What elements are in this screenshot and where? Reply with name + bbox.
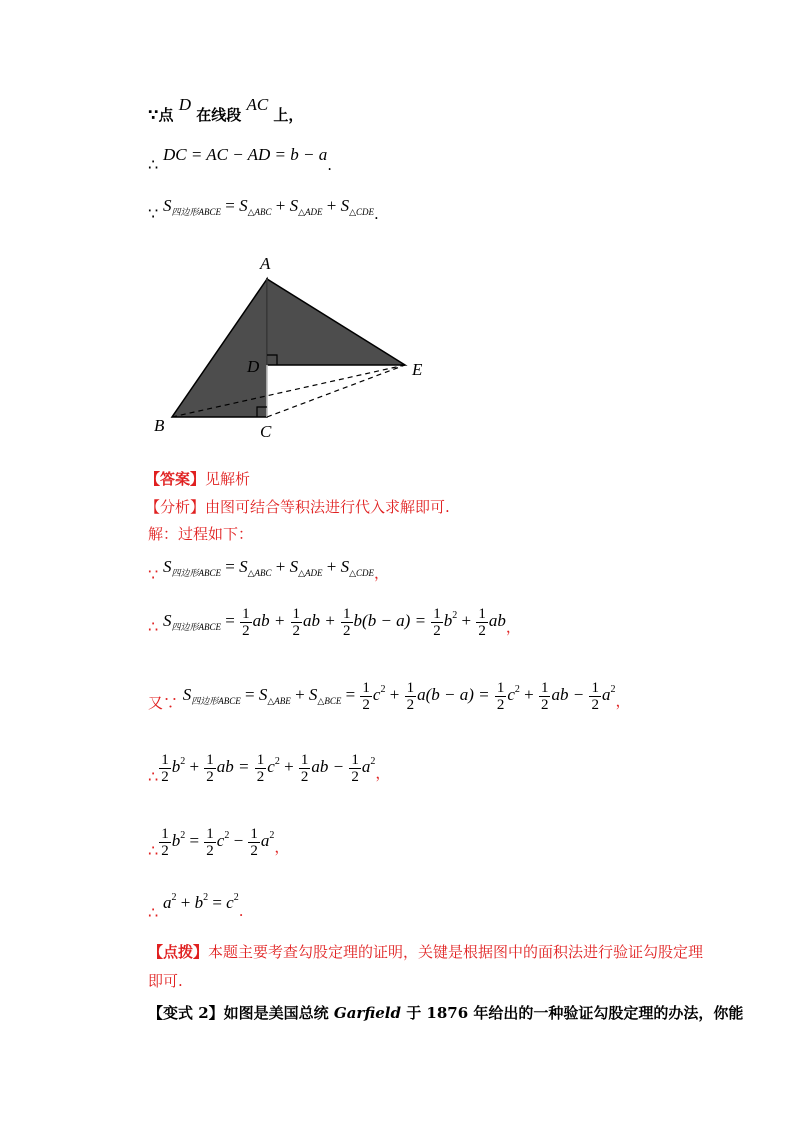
therefore-symbol: ∴ [148,767,159,787]
term-b: b [171,757,181,777]
plus: + [322,557,341,576]
label-a: A [260,254,271,273]
subscript-quad: 四边形ABCE [171,207,221,217]
equals: = [185,831,204,851]
comma: ， [374,564,390,582]
equals: = [341,685,360,705]
term-b: b [171,831,181,851]
area-symbol: S [162,196,172,215]
plus: + [322,196,341,215]
term-b: b [443,611,453,631]
term-ab: ab = [216,757,254,777]
area-symbol: S [239,196,248,215]
comment-line-1 [148,941,703,962]
area-symbol: S [182,685,192,705]
comma: ， [615,692,631,711]
exponent: 2 [610,684,616,696]
denominator: 2 [292,623,301,639]
subscript-ade: △ADE [298,568,323,578]
dc-expression: DC = AC − AD = b − a [162,145,328,164]
term-ab: ab − [311,757,349,777]
numerator: 1 [591,680,599,696]
exponent: 2 [514,684,520,696]
solution-step-1 [148,556,390,584]
numerator: 1 [433,606,441,622]
variant-name: Garfield [333,1004,401,1022]
exponent: 2 [370,756,376,768]
fraction-half [248,826,260,859]
therefore-symbol: ∴ [148,841,159,861]
denominator: 2 [351,769,359,785]
answer-line [145,468,250,489]
solution-intro: 解：过程如下： [148,525,254,543]
numerator: 1 [250,826,258,842]
fraction-half [299,752,311,785]
equals: = [220,557,240,576]
exponent: 2 [269,830,275,842]
area-symbol: S [289,557,299,576]
fraction-half [255,752,267,785]
fraction-half [159,752,171,785]
because-symbol: ∵ [148,565,159,584]
equals: = [240,685,259,705]
plus: + [176,893,195,912]
therefore-symbol: ∴ [148,617,159,637]
label-b: B [154,416,165,435]
plus: + [271,196,290,215]
numerator: 1 [406,680,415,696]
dc-equation [148,145,333,174]
because-symbol: ∵ [148,204,159,223]
fraction-half [539,680,551,713]
answer-text: 见解析 [205,470,251,488]
solution-step-3 [148,680,630,713]
plus: + [271,557,290,576]
term-a: a [361,757,371,777]
solution-step-6 [148,892,244,922]
therefore-symbol: ∴ [148,155,159,174]
equals: = [220,196,240,215]
because-symbol: ∵ [148,106,159,124]
term-b-b-minus-a: b(b − a) = [353,611,431,631]
term-b: b [194,893,204,912]
variant-text-a: 如图是美国总统 [223,1004,334,1022]
area-symbol: S [340,557,350,576]
comment-label: 【点拨】 [148,943,209,961]
term-ab: ab + [252,611,290,631]
plus: + [519,685,538,705]
numerator: 1 [540,680,549,696]
numerator: 1 [206,826,214,842]
exponent: 2 [203,892,209,903]
term-c: c [216,831,225,851]
fraction-half [589,680,601,713]
plus: + [457,611,476,631]
fraction-half [204,752,216,785]
subscript-abc: △ABC [247,207,272,217]
term-a: a [601,685,611,705]
denominator: 2 [161,843,169,859]
term-a-b-minus-a: a(b − a) = [417,685,494,705]
subscript-bce: △BCE [317,696,342,707]
plus: + [279,757,298,777]
subscript-cde: △CDE [349,568,375,578]
comma: ， [375,764,391,783]
label-e: E [412,360,423,379]
comma: ， [274,838,290,857]
variant-label: 【变式 2】 [148,1004,224,1022]
term-ab: ab − [551,685,589,705]
answer-label: 【答案】 [145,470,206,488]
text-dian: 点 [158,106,174,124]
subscript-ade: △ADE [298,207,323,217]
numerator: 1 [256,752,265,768]
fraction-half [495,680,507,713]
variant-2-line [148,1002,743,1023]
solution-step-4 [148,752,390,785]
subscript-abc: △ABC [247,568,272,578]
fraction-half [360,680,372,713]
analysis-label: 【分析】 [145,498,206,516]
denominator: 2 [478,623,486,639]
fraction-half [159,826,171,859]
area-symbol: S [289,196,299,215]
numerator: 1 [206,752,214,768]
numerator: 1 [242,606,250,622]
var-AC: AC [246,95,269,114]
numerator: 1 [496,680,505,696]
exponent: 2 [224,830,230,842]
label-c: C [260,422,272,441]
denominator: 2 [256,769,265,785]
comma: ， [505,618,521,637]
denominator: 2 [250,843,258,859]
area-symbol: S [162,611,172,631]
denominator: 2 [206,843,214,859]
exponent: 2 [274,756,280,768]
triangle-abc [172,279,267,417]
plus: + [385,685,404,705]
subscript-quad: 四边形ABCE [171,568,221,578]
solution-step-5 [148,826,289,859]
numerator: 1 [362,680,370,696]
comment-line-2: 即可. [148,972,183,990]
plus: + [290,685,309,705]
fraction-half [204,826,216,859]
fraction-half [476,606,488,639]
text-zai-xianduan: 在线段 [196,106,242,124]
triangle-ade [267,279,405,365]
area-symbol: S [308,685,318,705]
numerator: 1 [351,752,359,768]
equals: = [220,611,240,631]
fraction-half [341,606,353,639]
variant-text-b: 于 1876 年给出的一种验证勾股定理的办法，你能 [400,1004,744,1022]
period: . [374,205,379,223]
denominator: 2 [540,697,549,713]
denominator: 2 [343,623,351,639]
exponent: 2 [180,830,186,842]
numerator: 1 [300,752,309,768]
period: . [238,902,244,920]
denominator: 2 [362,697,370,713]
period: . [327,156,333,174]
minus: − [229,831,248,851]
fraction-half [431,606,443,639]
exponent: 2 [171,892,177,903]
area-symbol: S [239,557,248,576]
area-symbol: S [340,196,350,215]
numerator: 1 [343,606,351,622]
label-d: D [247,357,260,376]
equals: = [208,893,227,912]
term-a: a [260,831,270,851]
given-statement [148,95,304,125]
var-D: D [178,95,191,114]
term-a: a [162,893,172,912]
denominator: 2 [206,769,214,785]
area-symbol: S [162,557,172,576]
denominator: 2 [242,623,250,639]
numerator: 1 [161,826,169,842]
term-c: c [267,757,275,777]
term-c: c [226,893,234,912]
fraction-half [405,680,417,713]
numerator: 1 [292,606,301,622]
exponent: 2 [233,892,239,903]
fraction-half [349,752,361,785]
comment-text-1: 本题主要考查勾股定理的证明，关键是根据图中的面积法进行验证勾股定理 [208,943,704,961]
analysis-line [145,496,450,517]
subscript-cde: △CDE [349,207,375,217]
therefore-symbol: ∴ [148,903,159,922]
term-ab: ab [488,611,506,631]
subscript-quad: 四边形ABCE [191,696,241,707]
solution-step-2 [148,606,521,639]
term-c: c [372,685,381,705]
denominator: 2 [300,769,309,785]
area-sum-equation [148,196,379,223]
term-ab: ab + [303,611,341,631]
subscript-abe: △ABE [267,696,291,707]
plus: + [185,757,204,777]
text-shang: 上， [273,106,304,124]
term-c: c [507,685,515,705]
also-because-symbol: 又∵ [148,694,179,713]
numerator: 1 [478,606,486,622]
denominator: 2 [433,623,441,639]
denominator: 2 [161,769,169,785]
geometry-figure [140,245,450,445]
area-symbol: S [258,685,268,705]
subscript-quad: 四边形ABCE [171,622,221,633]
fraction-half [291,606,303,639]
denominator: 2 [591,697,599,713]
exponent: 2 [452,610,458,622]
fraction-half [240,606,252,639]
numerator: 1 [161,752,169,768]
denominator: 2 [496,697,505,713]
denominator: 2 [406,697,415,713]
analysis-text: 由图可结合等积法进行代入求解即可. [205,498,450,516]
exponent: 2 [380,684,386,696]
exponent: 2 [180,756,186,768]
